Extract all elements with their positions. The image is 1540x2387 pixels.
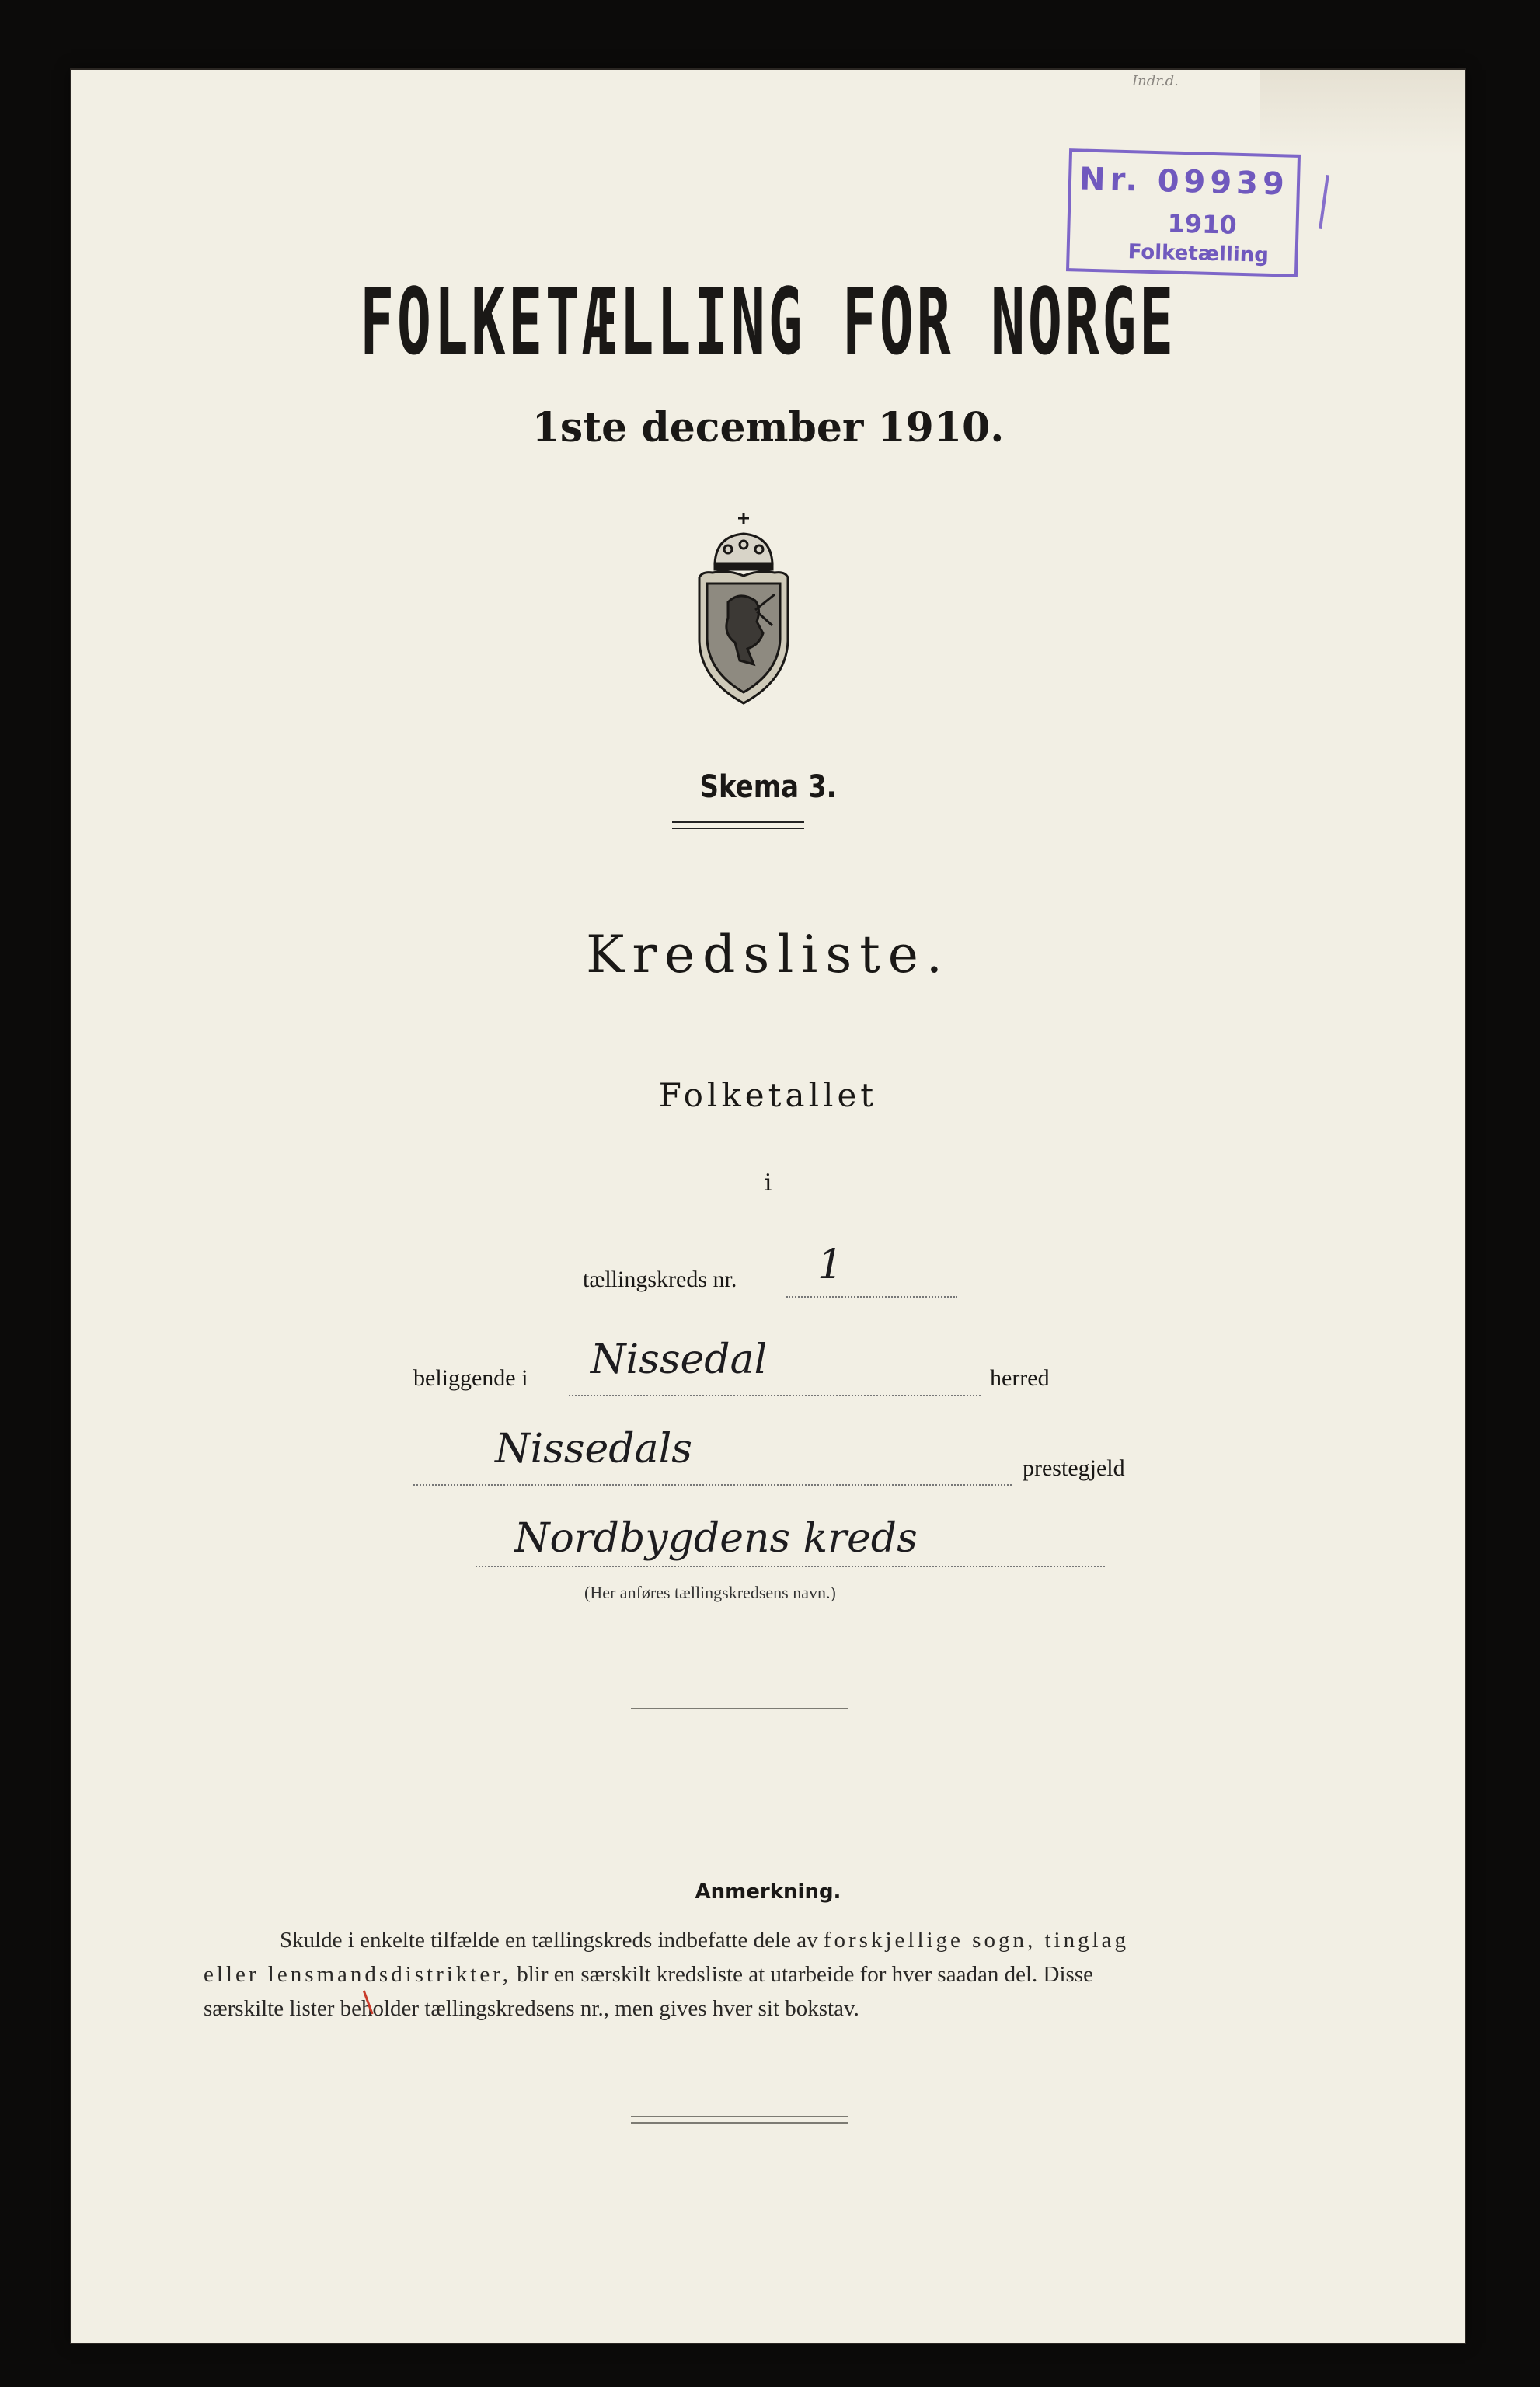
stamp-year: 1910: [1167, 208, 1238, 240]
census-form-page: [71, 70, 1465, 2343]
note-line-2b: blir en særskilt kredsliste at utarbeide for hver saadan del. Disse: [517, 1962, 1093, 1987]
schema-number: Skema 3.: [699, 769, 837, 805]
kreds-name-caption: (Her anføres tællingskredsens navn.): [584, 1583, 836, 1602]
census-date: 1ste december 1910.: [531, 404, 1005, 451]
coat-of-arms-icon: [685, 509, 802, 711]
divider: [631, 2122, 848, 2124]
beliggende-label: beliggende i: [413, 1365, 528, 1391]
pencil-note: Indr.d.: [1132, 73, 1179, 89]
archive-stamp: [1066, 148, 1301, 277]
prestegjeld-label: prestegjeld: [1023, 1455, 1125, 1481]
folketallet-heading: Folketallet: [658, 1076, 878, 1114]
underline: [672, 821, 804, 823]
divider: [631, 2116, 848, 2117]
note-heading: Anmerkning.: [695, 1880, 841, 1904]
prestegjeld-line: [413, 1484, 1012, 1486]
note-line-2: [204, 1957, 1338, 1991]
herred-label: herred: [990, 1365, 1050, 1391]
herred-line: [569, 1395, 981, 1396]
stamp-number: Nr. 09939: [1078, 161, 1290, 203]
divider: [631, 1708, 848, 1709]
underline: [672, 828, 804, 829]
kreds-name-value: Nordbygdens kreds: [514, 1515, 918, 1562]
stamp-mark: [1319, 175, 1329, 229]
form-title: Kredsliste.: [586, 925, 950, 984]
note-line-1b: forskjellige sogn, tinglag: [823, 1928, 1130, 1953]
page-title: FOLKETÆLLING FOR NORGE: [360, 268, 1176, 375]
note-line-1a: Skulde i enkelte tilfælde en tællingskreds indbefatte dele av: [280, 1928, 818, 1953]
kreds-name-line: [476, 1566, 1105, 1567]
torn-corner: [1260, 70, 1465, 155]
preposition: i: [764, 1169, 772, 1197]
note-line-3: særskilte lister beholder tællingskredsens nr., men gives hver sit bokstav.: [204, 1996, 859, 2021]
stamp-text: Folketælling: [1127, 240, 1270, 267]
kreds-nr-line: [786, 1296, 957, 1298]
prestegjeld-value: Nissedals: [495, 1426, 692, 1472]
herred-value: Nissedal: [591, 1336, 768, 1383]
note-line-2a: eller lensmandsdistrikter,: [204, 1962, 511, 1987]
kreds-nr-label: tællingskreds nr.: [583, 1267, 737, 1292]
note-line-1: [204, 1923, 1338, 1957]
kreds-nr-value: 1: [817, 1242, 844, 1288]
